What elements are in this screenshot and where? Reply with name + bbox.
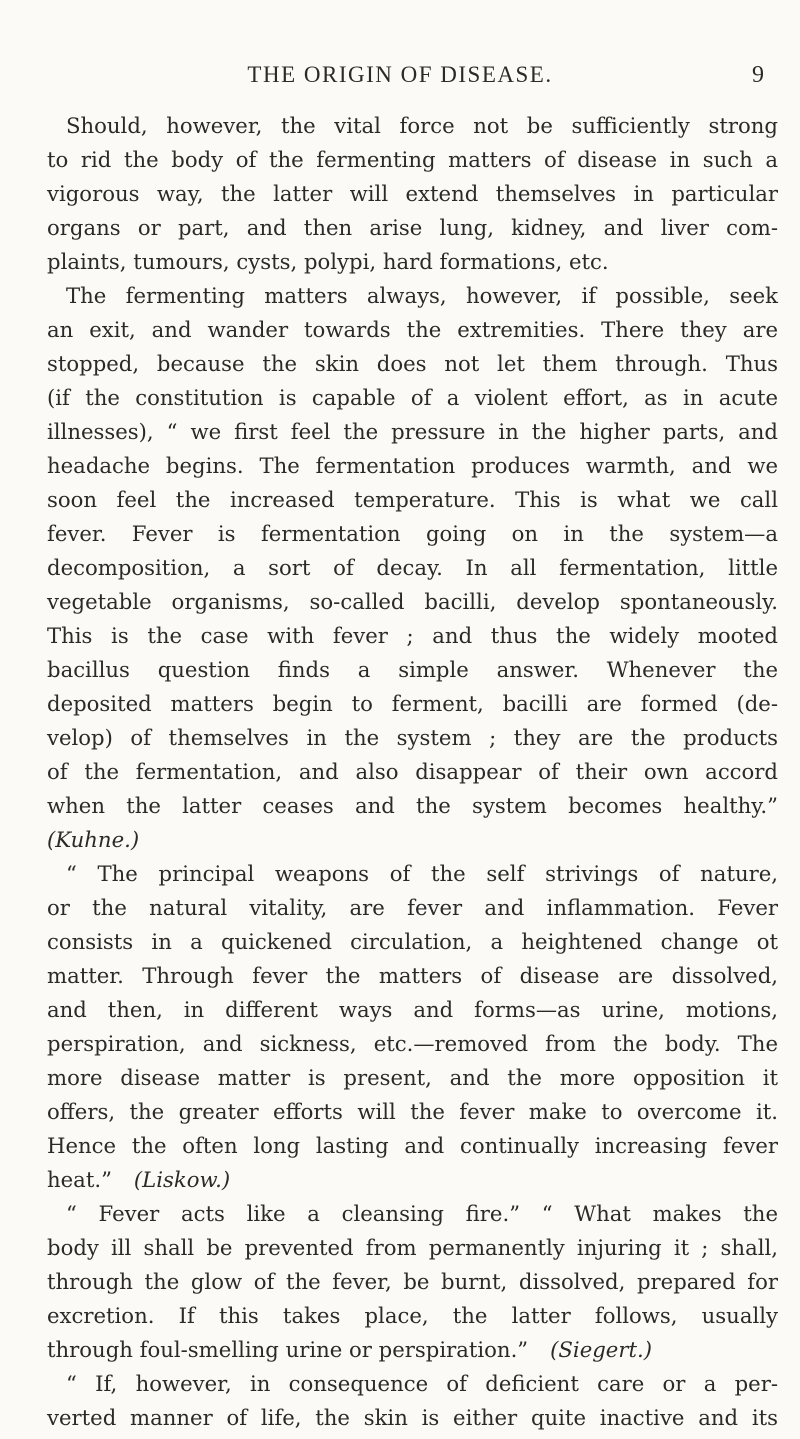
line-text: velop) of themselves in the system ; they are the products xyxy=(47,725,778,750)
line-text: through the glow of the fever, be burnt, dissolved, prepared for xyxy=(47,1269,778,1294)
text-line xyxy=(0,181,800,215)
text-line xyxy=(0,351,800,385)
text-line xyxy=(0,249,800,283)
line-text: body ill shall be prevented from permanently injuring it ; shall, xyxy=(47,1235,778,1260)
text-line xyxy=(0,113,800,147)
text-line xyxy=(0,861,800,895)
line-text: illnesses), “ we first feel the pressure in the higher parts, and xyxy=(47,419,778,444)
line-text: (if the constitution is capable of a violent effort, as in acute xyxy=(47,385,778,410)
line-text: and then, in different ways and forms—as urine, motions, xyxy=(47,997,778,1022)
running-head xyxy=(0,62,800,94)
author-citation: (Kuhne.) xyxy=(47,827,140,852)
line-text: verted manner of life, the skin is either quite inactive and its xyxy=(47,1405,778,1430)
text-line xyxy=(0,929,800,963)
text-line xyxy=(0,963,800,997)
text-line xyxy=(0,215,800,249)
line-text: offers, the greater efforts will the fever make to overcome it. xyxy=(47,1099,778,1124)
text-line xyxy=(0,1235,800,1269)
line-text: an exit, and wander towards the extremities. There they are xyxy=(47,317,778,342)
line-text: of the fermentation, and also disappear of their own accord xyxy=(47,759,778,784)
line-text: through foul-smelling urine or perspiration.” xyxy=(47,1337,529,1362)
text-line xyxy=(0,759,800,793)
line-text: matter. Through fever the matters of disease are dissolved, xyxy=(47,963,778,988)
line-text: more disease matter is present, and the more opposition it xyxy=(47,1065,778,1090)
line-text: “ Fever acts like a cleansing fire.” “ What makes the xyxy=(66,1201,778,1226)
line-text: when the latter ceases and the system becomes healthy.” xyxy=(47,793,778,818)
line-text: perspiration, and sickness, etc.—removed from the body. The xyxy=(47,1031,778,1056)
text-line xyxy=(0,1167,800,1201)
line-text: stopped, because the skin does not let them through. Thus xyxy=(47,351,778,376)
text-line xyxy=(0,895,800,929)
author-citation: (Siegert.) xyxy=(550,1337,652,1362)
text-line xyxy=(0,1133,800,1167)
text-line xyxy=(0,555,800,589)
line-text: organs or part, and then arise lung, kidney, and liver com- xyxy=(47,215,778,240)
text-line xyxy=(0,147,800,181)
text-line xyxy=(0,997,800,1031)
line-text: fever. Fever is fermentation going on in the system—a xyxy=(47,521,778,546)
line-text: heat.” xyxy=(47,1167,112,1192)
line-text: The fermenting matters always, however, if possible, seek xyxy=(66,283,778,308)
text-line xyxy=(0,1405,800,1439)
text-line xyxy=(0,317,800,351)
text-line xyxy=(0,1337,800,1371)
text-line xyxy=(0,487,800,521)
text-line xyxy=(0,793,800,827)
text-line xyxy=(0,1099,800,1133)
author-citation: (Liskow.) xyxy=(133,1167,231,1192)
line-text: deposited matters begin to ferment, bacilli are formed (de- xyxy=(47,691,778,716)
line-text: Should, however, the vital force not be sufficiently strong xyxy=(66,113,778,138)
line-text: bacillus question finds a simple answer. Whenever the xyxy=(47,657,778,682)
text-line xyxy=(0,385,800,419)
text-line xyxy=(0,725,800,759)
text-line xyxy=(0,827,800,861)
text-line xyxy=(0,283,800,317)
line-text: This is the case with fever ; and thus the widely mooted xyxy=(47,623,778,648)
line-text: Hence the often long lasting and continually increasing fever xyxy=(47,1133,778,1158)
line-text: excretion. If this takes place, the latter follows, usually xyxy=(47,1303,778,1328)
text-line xyxy=(0,589,800,623)
line-text: vegetable organisms, so-called bacilli, develop spontaneously. xyxy=(47,589,778,614)
text-line xyxy=(0,1269,800,1303)
text-line xyxy=(0,521,800,555)
text-line xyxy=(0,1031,800,1065)
line-text: plaints, tumours, cysts, polypi, hard formations, etc. xyxy=(47,249,609,274)
text-line xyxy=(0,657,800,691)
line-text: vigorous way, the latter will extend themselves in particular xyxy=(47,181,778,206)
text-line xyxy=(0,1201,800,1235)
text-line xyxy=(0,453,800,487)
text-line xyxy=(0,1371,800,1405)
text-line xyxy=(0,1065,800,1099)
text-line xyxy=(0,691,800,725)
text-line xyxy=(0,419,800,453)
line-text: or the natural vitality, are fever and inflammation. Fever xyxy=(47,895,778,920)
line-text: to rid the body of the fermenting matters of disease in such a xyxy=(47,147,778,172)
line-text: “ If, however, in consequence of deficient care or a per- xyxy=(66,1371,778,1396)
line-text: headache begins. The fermentation produces warmth, and we xyxy=(47,453,778,478)
text-line xyxy=(0,1303,800,1337)
text-line xyxy=(0,623,800,657)
line-text: consists in a quickened circulation, a heightened change ot xyxy=(47,929,778,954)
running-title: THE ORIGIN OF DISEASE. xyxy=(247,62,553,87)
page-number: 9 xyxy=(752,62,764,88)
line-text: soon feel the increased temperature. This is what we call xyxy=(47,487,778,512)
line-text: “ The principal weapons of the self strivings of nature, xyxy=(66,861,778,886)
line-text: decomposition, a sort of decay. In all fermentation, little xyxy=(47,555,778,580)
